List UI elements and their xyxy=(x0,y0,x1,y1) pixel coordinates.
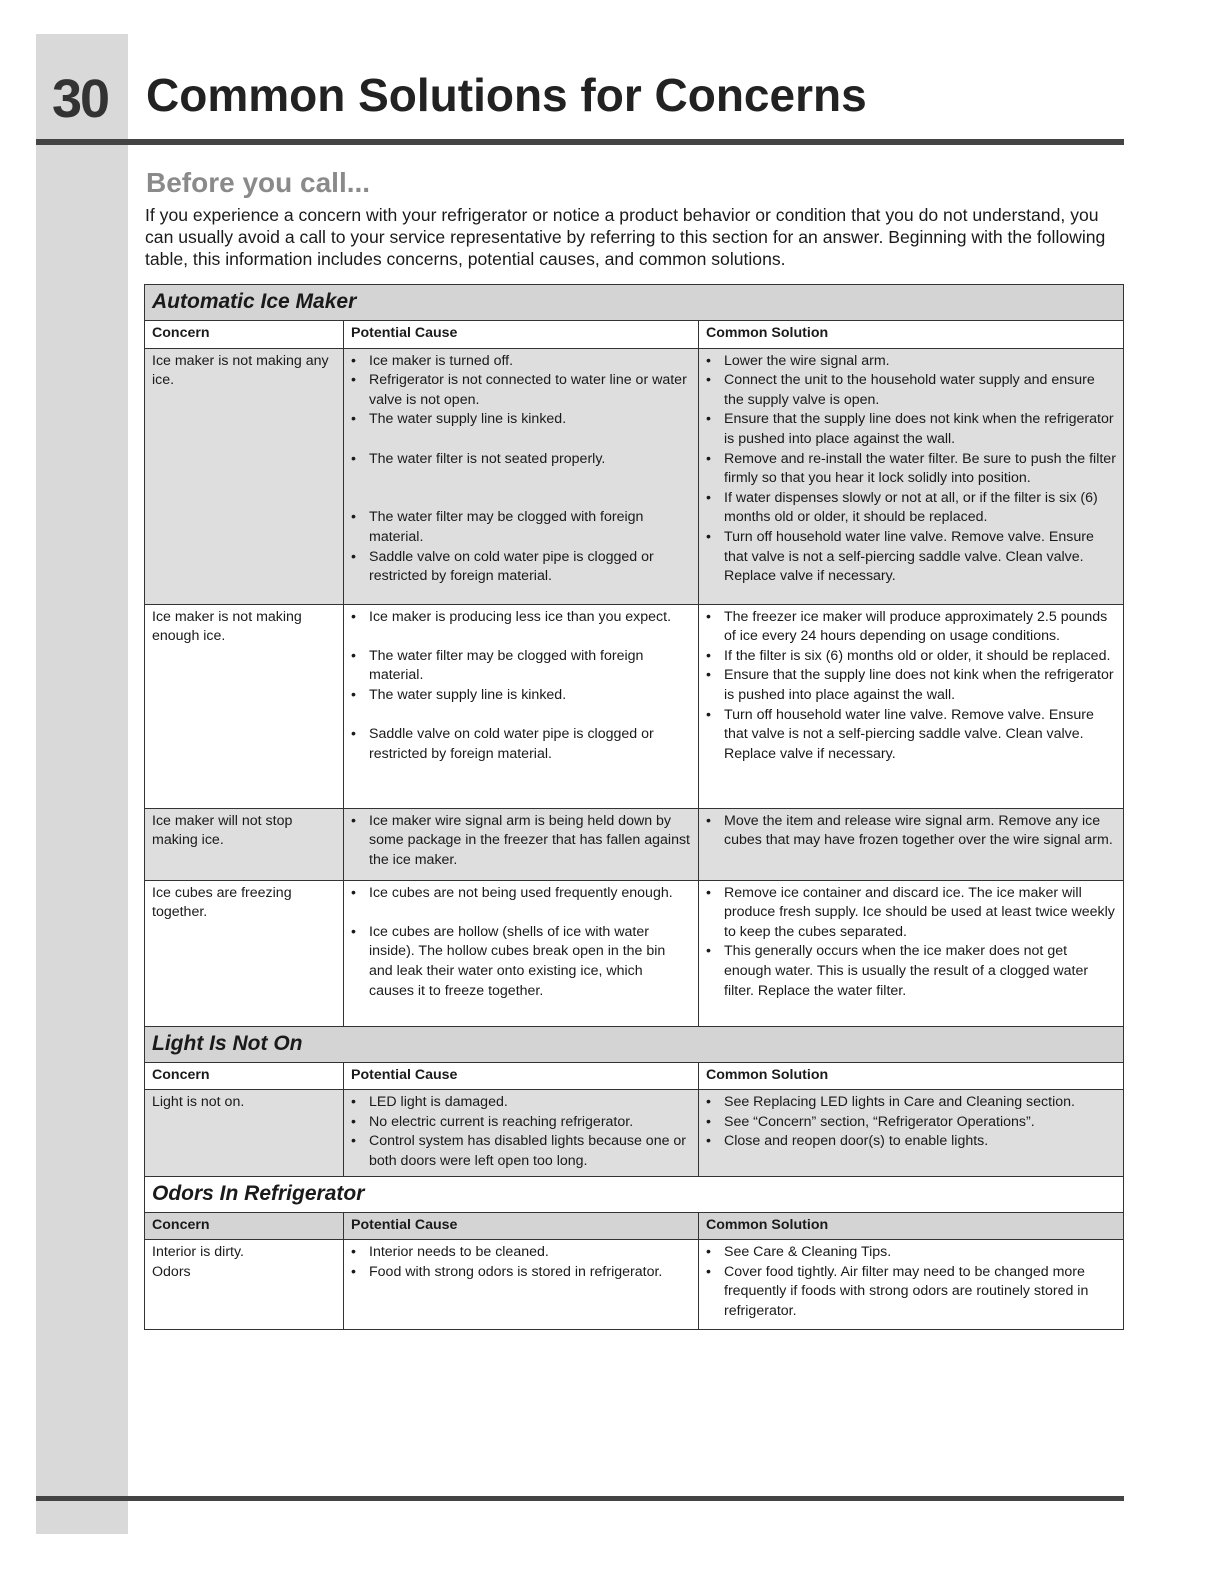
top-divider xyxy=(36,139,1124,145)
solution-item: • See Replacing LED lights in Care and Cleaning section. xyxy=(706,1093,1116,1113)
cause-item: • Control system has disabled lights because one or both doors were left open too long. xyxy=(351,1132,691,1171)
concern-line: Odors xyxy=(152,1263,191,1280)
cause-cell xyxy=(344,1240,699,1330)
solution-item: • Close and reopen door(s) to enable lights. xyxy=(706,1132,1116,1152)
cause-cell xyxy=(344,880,699,1026)
solution-item: • Lower the wire signal arm. xyxy=(706,352,1116,372)
header-solution: Common Solution xyxy=(699,1212,1124,1240)
solution-item: • The freezer ice maker will produce approximately 2.5 pounds of ice every 24 hours depending on usage conditions. xyxy=(706,608,1116,647)
cause-cell xyxy=(344,348,699,604)
solution-cell xyxy=(699,880,1124,1026)
solution-cell xyxy=(699,1240,1124,1330)
section-title-cell xyxy=(145,285,1124,321)
header-cause: Potential Cause xyxy=(344,1212,699,1240)
cause-item: • Ice maker is turned off. xyxy=(351,352,691,372)
section-row-odors xyxy=(145,1176,1124,1212)
solution-item: • This generally occurs when the ice maker does not get enough water. This is usually the result of a clogged water filter. Replace the water filter. xyxy=(706,942,1116,1001)
solution-item: • Cover food tightly. Air filter may need to be changed more frequently if foods with strong odors are routinely stored in refrigerator. xyxy=(706,1263,1116,1322)
solution-item: • Move the item and release wire signal arm. Remove any ice cubes that may have frozen together over the wire signal arm. xyxy=(706,812,1116,851)
solution-item: • Remove ice container and discard ice. The ice maker will produce fresh supply. Ice should be used at least twice weekly to keep the cubes separated. xyxy=(706,884,1116,943)
header-concern: Concern xyxy=(145,1062,344,1090)
page-title: Common Solutions for Concerns xyxy=(146,69,867,121)
cause-item: • The water supply line is kinked. xyxy=(351,410,691,430)
header-row xyxy=(145,321,1124,349)
header-cause: Potential Cause xyxy=(344,1062,699,1090)
cause-item: • Ice maker wire signal arm is being held down by some package in the freezer that has fallen against the ice maker. xyxy=(351,812,691,871)
table-row xyxy=(145,1090,1124,1176)
header-solution: Common Solution xyxy=(699,321,1124,349)
table-row xyxy=(145,348,1124,604)
table-row xyxy=(145,604,1124,808)
cause-item: • The water filter may be clogged with foreign material. xyxy=(351,508,691,547)
table-row xyxy=(145,880,1124,1026)
intro-paragraph: If you experience a concern with your refrigerator or notice a product behavior or condition that you do not understand, you can usually avoid a call to your service representative by referring to this section for an answer. Beginning with the following table, this information includes concerns, potential causes, and common solutions. xyxy=(145,205,1106,269)
troubleshooting-tables xyxy=(144,284,1124,1330)
solution-item: • Turn off household water line valve. Remove valve. Ensure that valve is not a self-piercing saddle valve. Clean valve. Replace valve if necessary. xyxy=(706,706,1116,765)
cause-item: • Ice maker is producing less ice than you expect. xyxy=(351,608,691,628)
header-row xyxy=(145,1062,1124,1090)
concern-cell xyxy=(145,1240,344,1330)
header-row xyxy=(145,1212,1124,1240)
concern-cell: Ice maker is not making enough ice. xyxy=(145,604,344,808)
cause-cell xyxy=(344,1090,699,1176)
concern-cell: Ice cubes are freezing together. xyxy=(145,880,344,1026)
solution-cell xyxy=(699,604,1124,808)
section-title-light: Light Is Not On xyxy=(152,1031,303,1055)
cause-item: • The water filter may be clogged with foreign material. xyxy=(351,647,691,686)
solution-item: • Remove and re-install the water filter. Be sure to push the filter firmly so that you hear it lock solidly into position. xyxy=(706,450,1116,489)
cause-item: • Saddle valve on cold water pipe is clogged or restricted by foreign material. xyxy=(351,725,691,764)
solution-item: • See “Concern” section, “Refrigerator Operations”. xyxy=(706,1113,1116,1133)
solution-item: • If water dispenses slowly or not at all, or if the filter is six (6) months old or older, it should be replaced. xyxy=(706,489,1116,528)
page-number: 30 xyxy=(52,69,109,129)
cause-item: • Ice cubes are hollow (shells of ice with water inside). The hollow cubes break open in the bin and leak their water onto existing ice, which causes it to freeze together. xyxy=(351,923,691,1001)
solution-item: • Turn off household water line valve. Remove valve. Ensure that valve is not a self-piercing saddle valve. Clean valve. Replace valve if necessary. xyxy=(706,528,1116,587)
section-row-light xyxy=(145,1026,1124,1062)
solution-item: • Ensure that the supply line does not kink when the refrigerator is pushed into place against the wall. xyxy=(706,410,1116,449)
cause-item: • Refrigerator is not connected to water line or water valve is not open. xyxy=(351,371,691,410)
cause-item: • The water filter is not seated properly. xyxy=(351,450,691,470)
concern-cell: Light is not on. xyxy=(145,1090,344,1176)
section-subheading: Before you call... xyxy=(146,167,371,198)
cause-item: • Interior needs to be cleaned. xyxy=(351,1243,691,1263)
solution-cell xyxy=(699,1090,1124,1176)
concern-cell: Ice maker is not making any ice. xyxy=(145,348,344,604)
concern-line: Interior is dirty. xyxy=(152,1244,244,1261)
solution-item: • Ensure that the supply line does not kink when the refrigerator is pushed into place against the wall. xyxy=(706,666,1116,705)
section-title-cell xyxy=(145,1026,1124,1062)
cause-item: • Food with strong odors is stored in refrigerator. xyxy=(351,1263,691,1283)
solution-item: • Connect the unit to the household water supply and ensure the supply valve is open. xyxy=(706,371,1116,410)
side-strip xyxy=(36,34,128,1534)
header-cause: Potential Cause xyxy=(344,321,699,349)
solution-cell xyxy=(699,348,1124,604)
solution-cell xyxy=(699,808,1124,880)
cause-item: • LED light is damaged. xyxy=(351,1093,691,1113)
table-row xyxy=(145,808,1124,880)
cause-cell xyxy=(344,808,699,880)
section-row-ice-maker xyxy=(145,285,1124,321)
header-concern: Concern xyxy=(145,1212,344,1240)
solution-item: • See Care & Cleaning Tips. xyxy=(706,1243,1116,1263)
section-title-cell xyxy=(145,1176,1124,1212)
cause-item: • No electric current is reaching refrigerator. xyxy=(351,1113,691,1133)
solution-item: • If the filter is six (6) months old or older, it should be replaced. xyxy=(706,647,1116,667)
table-row xyxy=(145,1240,1124,1330)
cause-item: • Saddle valve on cold water pipe is clogged or restricted by foreign material. xyxy=(351,548,691,587)
cause-item: • Ice cubes are not being used frequently enough. xyxy=(351,884,691,904)
cause-cell xyxy=(344,604,699,808)
troubleshooting-table xyxy=(144,284,1124,1330)
header-solution: Common Solution xyxy=(699,1062,1124,1090)
bottom-divider xyxy=(36,1496,1124,1501)
section-title-ice-maker: Automatic Ice Maker xyxy=(152,290,357,313)
concern-cell: Ice maker will not stop making ice. xyxy=(145,808,344,880)
cause-item: • The water supply line is kinked. xyxy=(351,686,691,706)
header-concern: Concern xyxy=(145,321,344,349)
section-title-odors: Odors In Refrigerator xyxy=(152,1181,365,1205)
